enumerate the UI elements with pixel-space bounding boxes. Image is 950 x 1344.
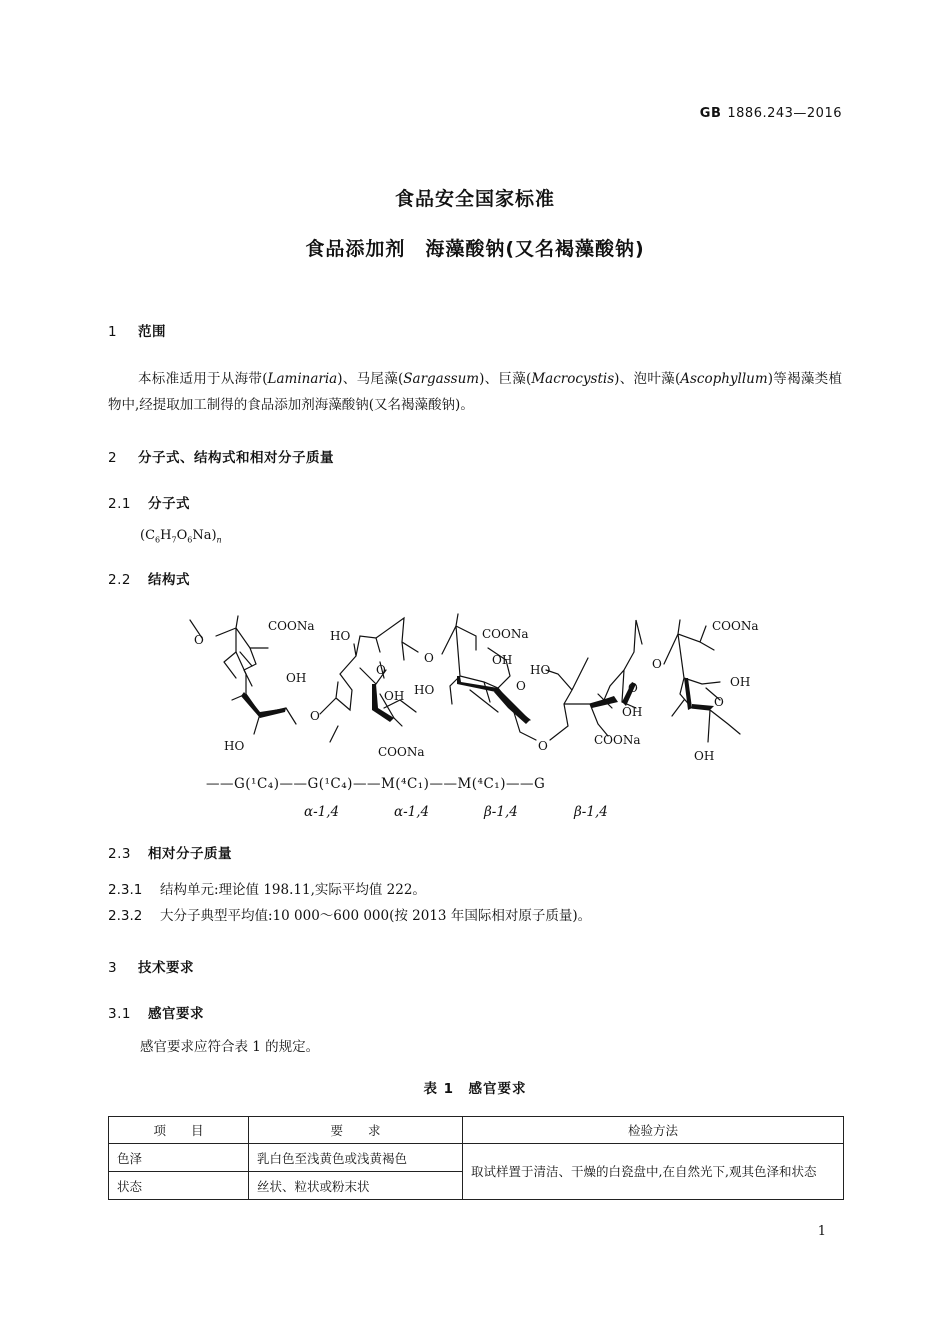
linkage-label-4: β-1,4 [574, 804, 608, 820]
section-3-1-text: 感官要求应符合表 1 的规定。 [140, 1039, 320, 1055]
structural-formula-diagram [180, 608, 780, 828]
oxygen-label: O [652, 657, 662, 671]
section-2-2-heading: 2.2 结构式 [108, 572, 190, 588]
species-sargassum: Sargassum [403, 371, 480, 387]
section-3-heading: 3 技术要求 [108, 960, 194, 976]
section-3-1-heading: 3.1 感官要求 [108, 1006, 204, 1022]
section-2-3-1: 2.3.1 结构单元:理论值 198.11,实际平均值 222。 [108, 882, 426, 898]
oxygen-label: O [194, 633, 204, 647]
oh-label: OH [286, 671, 307, 685]
coona-label: COONa [594, 733, 641, 747]
sensory-requirements-table [108, 1116, 844, 1200]
oxygen-label: O [538, 739, 548, 753]
standard-number: 1886.243—2016 [727, 106, 842, 121]
oxygen-label: O [424, 651, 434, 665]
species-macrocystis: Macrocystis [531, 371, 615, 387]
section-2-heading: 2 分子式、结构式和相对分子质量 [108, 450, 334, 466]
oh-label: OH [384, 689, 405, 703]
oxygen-label: O [714, 695, 724, 709]
coona-label: COONa [268, 619, 315, 633]
linkage-label-2: α-1,4 [394, 804, 430, 820]
oh-label: OH [622, 705, 643, 719]
ho-label: HO [414, 683, 435, 697]
table-1-caption: 表 1 感官要求 [423, 1081, 527, 1097]
standard-prefix: GB [699, 106, 722, 121]
linkage-label-3: β-1,4 [484, 804, 518, 820]
ho-label: HO [330, 629, 351, 643]
coona-label: COONa [378, 745, 425, 759]
species-ascophyllum: Ascophyllum [680, 371, 768, 387]
coona-label: COONa [712, 619, 759, 633]
row-item: 状态 [109, 1172, 249, 1200]
oh-label: OH [730, 675, 751, 689]
molecular-formula: $(C_6H_7O_6Na)_n$ [140, 528, 222, 545]
document-title-line2: 食品添加剂 海藻酸钠(又名褐藻酸钠) [305, 238, 645, 260]
table-header-row [109, 1117, 844, 1144]
standard-code [700, 106, 842, 121]
ho-label: HO [224, 739, 245, 753]
oh-label: OH [694, 749, 715, 763]
test-method-cell: 取试样置于清洁、干燥的白瓷盘中,在自然光下,观其色泽和状态 [463, 1144, 844, 1200]
section-2-3-heading: 2.3 相对分子质量 [108, 846, 232, 862]
section-2-3-2: 2.3.2 大分子典型平均值:10 000～600 000(按 2013 年国际相对原子质量)。 [108, 908, 592, 924]
coona-label: COONa [482, 627, 529, 641]
section-2-1-heading: 2.1 分子式 [108, 496, 190, 512]
section-1-heading: 1 范围 [108, 324, 166, 340]
scope-paragraph: 本标准适用于从海带(Laminaria)、马尾藻(Sargassum)、巨藻(Macrocystis)、泡叶藻(Ascophyllum)等褐藻类植物中,经提取加工制得的食品添加剂海藻酸钠(又名褐藻酸钠)。 [108, 371, 842, 413]
residue-chain-label: ——G(¹C₄)——G(¹C₄)——M(⁴C₁)——M(⁴C₁)——G [206, 776, 546, 792]
linkage-label-1: α-1,4 [304, 804, 340, 820]
ho-label: HO [530, 663, 551, 677]
page-number: 1 [817, 1224, 826, 1239]
document-title-line1: 食品安全国家标准 [394, 188, 555, 210]
row-requirement: 乳白色至浅黄色或浅黄褐色 [249, 1144, 463, 1172]
row-requirement: 丝状、粒状或粉末状 [249, 1172, 463, 1200]
row-item: 色泽 [109, 1144, 249, 1172]
header-item: 项 目 [109, 1117, 249, 1144]
oh-label: OH [492, 653, 513, 667]
header-requirement: 要 求 [249, 1117, 463, 1144]
oxygen-label: O [310, 709, 320, 723]
header-method: 检验方法 [463, 1117, 844, 1144]
oxygen-label: O [628, 681, 638, 695]
species-laminaria: Laminaria [267, 371, 338, 387]
oxygen-label: O [376, 663, 386, 677]
table-row [109, 1144, 844, 1172]
oxygen-label: O [516, 679, 526, 693]
